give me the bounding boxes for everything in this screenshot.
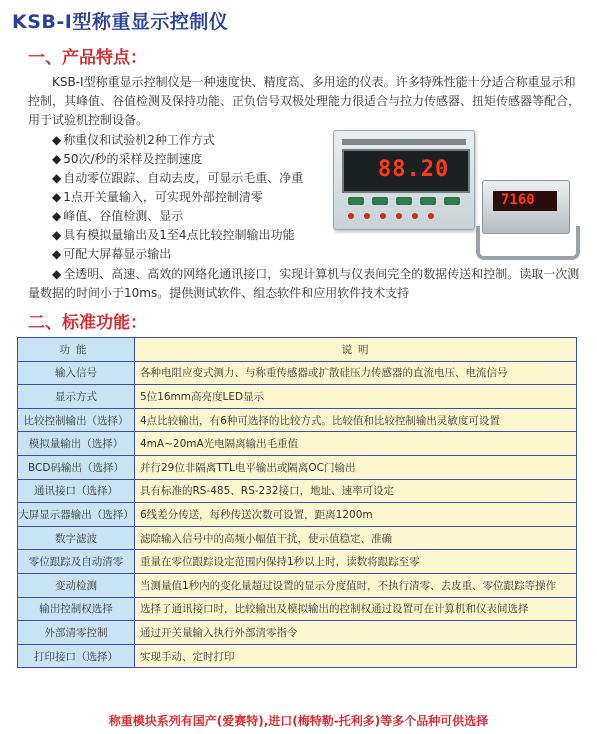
page-title: KSB-Ⅰ型称重显示控制仪 (12, 11, 229, 33)
diamond-bullet-icon: ◆ (52, 267, 62, 281)
table-row (18, 550, 577, 574)
description-cell: 并行29位非隔离TTL电平输出或隔离OC门输出 (135, 455, 577, 479)
function-cell: 打印接口（选择） (18, 644, 135, 668)
function-cell: 显示方式 (18, 385, 135, 409)
function-cell: 外部清零控制 (18, 621, 135, 645)
table-row (18, 432, 577, 456)
function-cell: 输入信号 (18, 361, 135, 385)
function-cell: 数字滤波 (18, 526, 135, 550)
section-heading-functions: 二、标准功能： (28, 313, 147, 333)
feature-item: ◆ 1点开关量输入，可实现外部控制清零 (52, 190, 263, 204)
diamond-bullet-icon: ◆ (52, 247, 62, 261)
feature-item: ◆ 可配大屏幕显示输出 (52, 247, 172, 261)
indicator-screen (493, 191, 557, 211)
meter-label-strip (342, 139, 466, 145)
feature-item: ◆ 峰值、谷值检测、显示 (52, 209, 184, 223)
column-header-function: 功能 (18, 338, 135, 362)
description-cell: 具有标准的RS-485、RS-232接口，地址、速率可设定 (135, 479, 577, 503)
function-cell: 变动检测 (18, 573, 135, 597)
description-cell: 选择了通讯接口时，比较输出及模拟输出的控制权通过设置可在计算机和仪表间选择 (135, 597, 577, 621)
table-row (18, 479, 577, 503)
intro-paragraph: KSB-Ⅰ型称重显示控制仪是一种速度快、精度高、多用途的仪表。许多特殊性能十分适合称重显示和控制，其峰值、谷值检测及保持功能、正负信号双极处理能力很适合与拉力传感器、扭矩传感器等配合，用于试验机控制设备。 (28, 75, 581, 127)
function-cell: 比较控制输出（选择） (18, 408, 135, 432)
function-cell: 模拟量输出（选择） (18, 432, 135, 456)
function-cell: 大屏显示器输出（选择） (18, 503, 135, 527)
description-cell: 4点比较输出，有6种可选择的比较方式。比较值和比较控制输出灵敏度可设置 (135, 408, 577, 432)
desktop-indicator-image (476, 180, 576, 262)
table-row (18, 526, 577, 550)
feature-item: ◆ 具有模拟量输出及1至4点比较控制输出功能 (52, 228, 295, 242)
diamond-bullet-icon: ◆ (52, 133, 62, 147)
meter-indicator-leds (348, 213, 460, 219)
diamond-bullet-icon: ◆ (52, 209, 62, 223)
table-row (18, 361, 577, 385)
feature-item: ◆ 自动零位跟踪、自动去皮，可显示毛重、净重 (52, 171, 304, 185)
diamond-bullet-icon: ◆ (52, 171, 62, 185)
description-cell: 重量在零位跟踪设定范围内保持1秒以上时，读数将跟踪至零 (135, 550, 577, 574)
description-cell: 6线差分传送，每秒传送次数可设置，距离1200m (135, 503, 577, 527)
description-cell: 通过开关量输入执行外部清零指令 (135, 621, 577, 645)
panel-meter-image (333, 130, 475, 230)
led-display (342, 149, 470, 193)
function-cell: 输出控制权选择 (18, 597, 135, 621)
indicator-digits: 7160 (501, 192, 535, 208)
table-row (18, 385, 577, 409)
functions-table (17, 337, 577, 668)
diamond-bullet-icon: ◆ (52, 190, 62, 204)
table-row (18, 573, 577, 597)
function-cell: BCD码输出（选择） (18, 455, 135, 479)
table-row (18, 408, 577, 432)
feature-item-network: ◆ 全透明、高速、高效的网络化通讯接口，实现计算机与仪表间完全的数据传送和控制。读取一次测量数据的时间小于10ms。提供测试软件、组态软件和应用软件技术支持 (28, 267, 580, 300)
description-cell: 各种电阻应变式测力、与称重传感器或扩散硅压力传感器的直流电压、电流信号 (135, 361, 577, 385)
table-row (18, 644, 577, 668)
description-cell: 5位16mm高亮度LED显示 (135, 385, 577, 409)
description-cell: 实现手动、定时打印 (135, 644, 577, 668)
table-row (18, 455, 577, 479)
footer-note: 称重模块系列有国产(爱赛特),进口(梅特勒-托利多)等多个品种可供选择 (108, 714, 489, 728)
diamond-bullet-icon: ◆ (52, 228, 62, 242)
diamond-bullet-icon: ◆ (52, 152, 62, 166)
table-row (18, 597, 577, 621)
table-header-row (18, 338, 577, 362)
meter-button-row (348, 197, 460, 207)
table-row (18, 503, 577, 527)
indicator-body (482, 180, 570, 234)
feature-item: ◆ 50次/秒的采样及控制速度 (52, 152, 203, 166)
description-cell: 滤除输入信号中的高频小幅值干扰，使示值稳定、准确 (135, 526, 577, 550)
function-cell: 零位跟踪及自动清零 (18, 550, 135, 574)
led-digits: 88.20 (378, 157, 450, 182)
section-heading-features: 一、产品特点： (28, 48, 147, 68)
description-cell: 当测量值1秒内的变化量超过设置的显示分度值时，不执行清零、去皮重、零位跟踪等操作 (135, 573, 577, 597)
description-cell: 4mA~20mA光电隔离输出毛重值 (135, 432, 577, 456)
feature-item: ◆ 称重仪和试验机2种工作方式 (52, 133, 215, 147)
table-row (18, 621, 577, 645)
column-header-description: 说明 (135, 338, 577, 362)
function-cell: 通讯接口（选择） (18, 479, 135, 503)
